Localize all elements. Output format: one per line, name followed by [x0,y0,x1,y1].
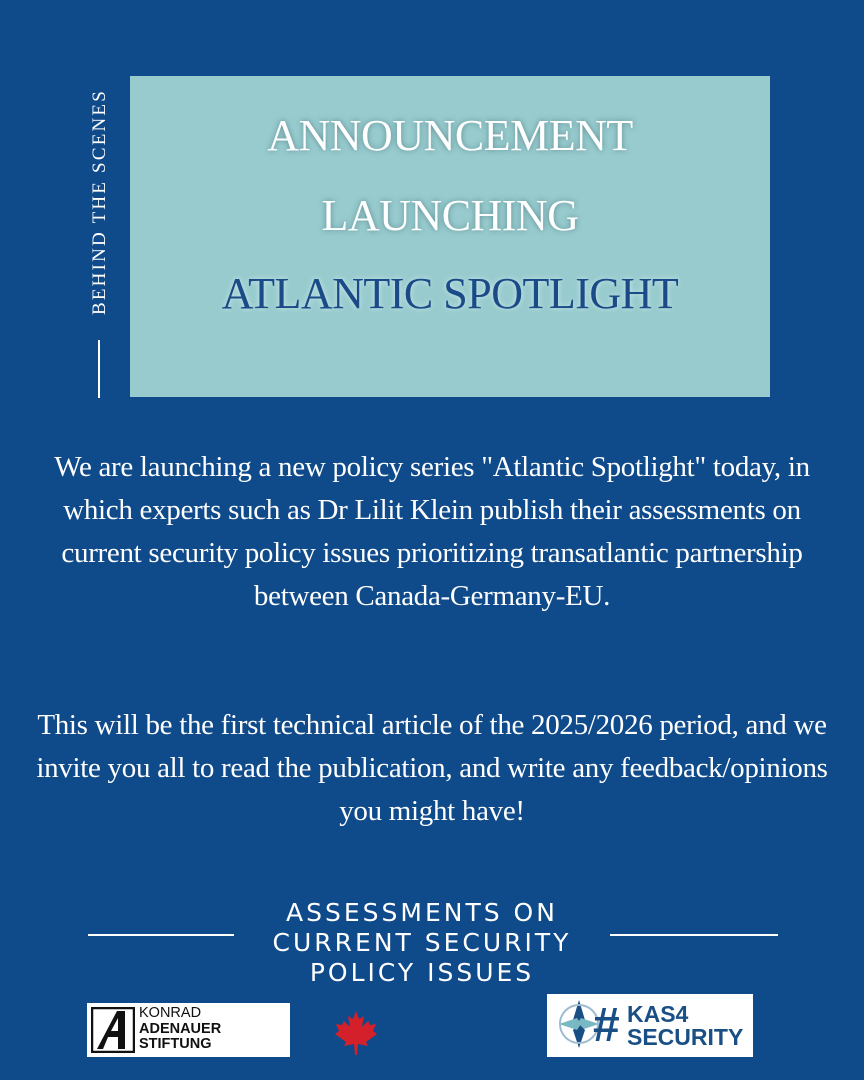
title-box [130,76,770,397]
kas-logo-text [139,1006,221,1053]
kas4security-line-2: SECURITY [627,1024,744,1050]
body-paragraph-2: This will be the first technical article of the 2025/2026 period, and we invite you all to read the publication, and write any feedback/opinions you might have! [36,709,828,827]
footer-title-line-3: POLICY ISSUES [309,958,535,987]
kas4security-hash: # [593,999,620,1052]
footer-title-line-1: ASSESSMENTS ON [286,898,558,927]
footer-divider-right [610,934,778,936]
title-line-series-name: ATLANTIC SPOTLIGHT [221,269,679,318]
body-paragraph-1: We are launching a new policy series "Atlantic Spotlight" today, in which experts such as Dr Lilit Klein publish their assessments on current security policy issues prioritizing transatlantic partnership between Canada-Germany-EU. [54,451,810,612]
kas-logo-line-1: KONRAD [139,1005,202,1021]
side-label [86,78,114,326]
kas4security-line-1: KAS4 [627,1001,689,1027]
kas4security-logo [547,994,753,1057]
title-line-announcement: ANNOUNCEMENT [267,111,633,160]
kas-logo-mark-icon [91,1007,135,1053]
side-divider [98,340,100,398]
kas4security-text [627,1003,743,1049]
kas-logo [87,1003,290,1057]
title-line-launching: LAUNCHING [321,191,579,240]
maple-leaf-icon [333,1003,379,1057]
kas-logo-line-2: ADENAUER [139,1020,222,1037]
footer-divider-left [88,934,234,936]
side-label-text: BEHIND THE SCENES [89,89,110,315]
footer-title-line-2: CURRENT SECURITY [272,928,572,957]
kas-logo-line-3: STIFTUNG [139,1036,212,1052]
footer-title [240,898,604,988]
